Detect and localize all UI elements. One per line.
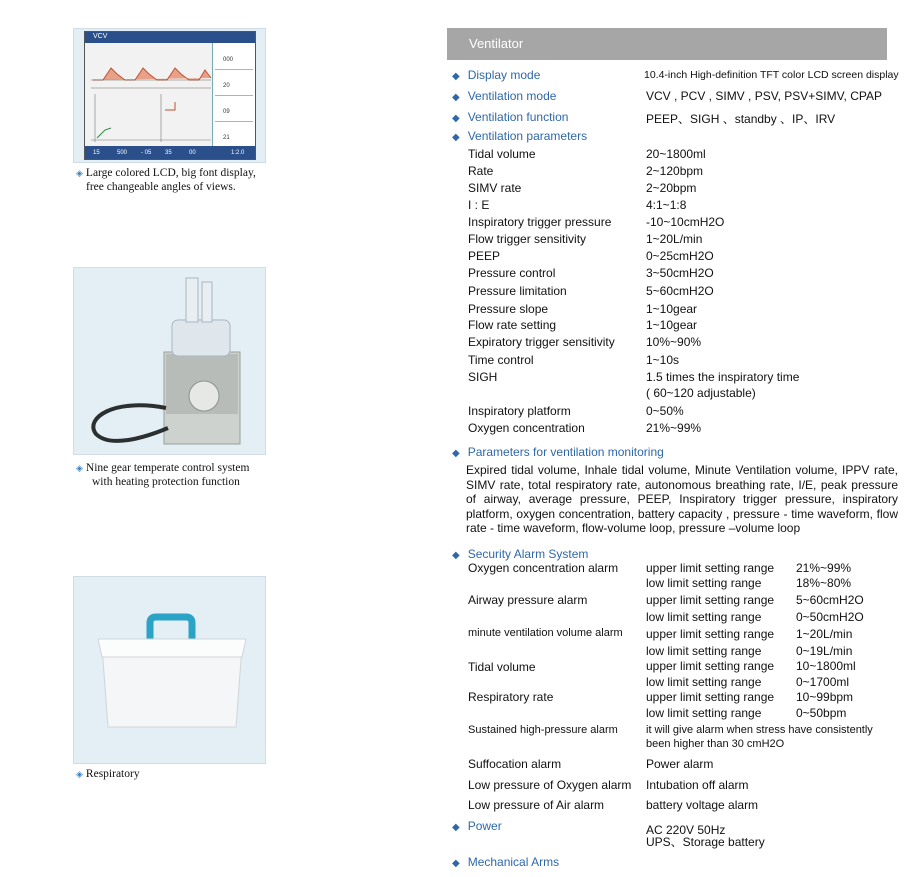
alarm-range-label: low limit setting range [646,576,762,590]
section-label: Parameters for ventilation monitoring [467,445,664,459]
section-power [452,819,502,833]
caption-bullet-icon: ◈ [76,168,83,178]
lcd-top-bar [85,32,255,43]
case-image [74,577,265,763]
section-label: Power [467,819,502,833]
lcd-side-value: 21 [223,135,230,141]
param-value: 1.5 times the inspiratory time [646,370,800,384]
section-label: Display mode [467,68,541,82]
alarm-range-label: low limit setting range [646,610,762,624]
alarm-name: Low pressure of Oxygen alarm [468,778,632,792]
alarm-range-label: low limit setting range [646,644,762,658]
lcd-side-cell [215,123,253,147]
caption-bullet-icon: ◈ [76,769,83,779]
section-alarm-system [452,547,588,561]
case-image-frame [73,576,266,764]
alarm-name: battery voltage alarm [646,798,759,812]
alarm-range-value: 1~20L/min [796,627,853,641]
power-line: UPS、Storage battery [646,835,765,849]
param-value: 1~20L/min [646,232,703,246]
ventilator-header [447,28,887,60]
alarm-range-label: low limit setting range [646,675,762,689]
param-value: 2~20bpm [646,181,697,195]
lcd-bottom-bar [85,146,255,159]
lcd-side-value: 20 [223,83,230,89]
param-value: 5~60cmH2O [646,284,714,298]
power-values [646,824,765,848]
power-line: AC 220V 50Hz [646,823,726,837]
param-name: Flow rate setting [468,318,557,332]
diamond-bullet-icon: ◆ [452,448,460,459]
section-label: Ventilation parameters [467,129,588,143]
alarm-range-label: upper limit setting range [646,561,775,575]
param-value: 4:1~1:8 [646,198,687,212]
alarm-range-label: low limit setting range [646,706,762,720]
lcd-side-cell [215,97,253,122]
param-value: 1~10gear [646,302,698,316]
lcd-bottom-value: 1:2.0 [231,150,245,156]
section-ventilation-parameters [452,129,587,143]
param-name: Rate [468,164,494,178]
lcd-bottom-value: 35 [165,150,172,156]
alarm-name: Power alarm [646,757,714,771]
param-name: Time control [468,353,534,367]
param-name: I : E [468,198,490,212]
diamond-bullet-icon: ◆ [452,132,460,143]
alarm-range-label: upper limit setting range [646,690,775,704]
param-name: Pressure control [468,266,556,280]
alarm-range-value: 18%~80% [796,576,852,590]
diamond-bullet-icon: ◆ [452,858,460,869]
param-value: 3~50cmH2O [646,266,714,280]
alarm-name: Oxygen concentration alarm [468,561,619,575]
alarm-range-value: 0~50cmH2O [796,610,864,624]
alarm-range-value: 21%~99% [796,561,852,575]
alarm-name: Intubation off alarm [646,778,749,792]
alarm-name: Airway pressure alarm [468,593,588,607]
caption-bullet-icon: ◈ [76,463,83,473]
caption-line: Respiratory [85,768,140,780]
alarm-name: Tidal volume [468,660,536,674]
alarm-range-label: upper limit setting range [646,627,775,641]
alarm-range-label: upper limit setting range [646,593,775,607]
diamond-bullet-icon: ◆ [452,113,460,124]
param-value: 1~10s [646,353,680,367]
section-mechanical-arms [452,855,559,869]
alarm-name: Low pressure of Air alarm [468,798,605,812]
param-value: ( 60~120 adjustable) [646,386,756,400]
alarm-range-value: 5~60cmH2O [796,593,864,607]
lcd-bottom-value: - 05 [141,150,152,156]
alarm-range-value: 0~50bpm [796,706,847,720]
lcd-side-value: 09 [223,109,230,115]
param-value: 10%~90% [646,335,702,349]
param-value: 0~50% [646,404,684,418]
param-name: SIGH [468,370,498,384]
param-name: SIMV rate [468,181,522,195]
section-label: Ventilation mode [467,89,557,103]
param-value: 20~1800ml [646,147,706,161]
alarm-name: Respiratory rate [468,690,554,704]
param-value: 1~10gear [646,318,698,332]
section-ventilation-mode [452,89,556,103]
lcd-caption [76,166,256,194]
caption-line: Nine gear temperate control system [85,462,250,474]
diamond-bullet-icon: ◆ [452,71,460,82]
section-value: PEEP、SIGH 、standby 、IP、IRV [646,112,836,126]
param-name: Pressure limitation [468,284,567,298]
param-value: 0~25cmH2O [646,249,714,263]
param-value: -10~10cmH2O [646,215,725,229]
diamond-bullet-icon: ◆ [452,550,460,561]
lcd-screen-image [84,31,256,160]
lcd-bottom-value: 15 [93,150,100,156]
alarm-range-value: 0~1700ml [796,675,850,689]
param-name: Oxygen concentration [468,421,585,435]
humidifier-image [74,268,265,454]
lcd-side-cell [215,71,253,96]
page-title: Ventilator [469,36,524,51]
alarm-range-value: 0~19L/min [796,644,853,658]
param-name: Pressure slope [468,302,549,316]
section-ventilation-function [452,110,568,124]
diamond-bullet-icon: ◆ [452,822,460,833]
diamond-bullet-icon: ◆ [452,92,460,103]
lcd-image-frame [73,28,266,163]
alarm-range-value: 10~99bpm [796,690,854,704]
param-name: Flow trigger sensitivity [468,232,587,246]
section-label: Security Alarm System [467,547,589,561]
section-value: 10.4-inch High-definition TFT color LCD screen display [644,69,899,81]
case-caption [76,767,140,781]
lcd-side-value: 000 [223,57,234,63]
lcd-bottom-value: 00 [189,150,196,156]
lcd-bottom-value: 500 [117,150,128,156]
alarm-range-label: upper limit setting range [646,659,775,673]
monitoring-paragraph: Expired tidal volume, Inhale tidal volume, Minute Ventilation volume, IPPV rate, SIMV rate, total respiratory rate, autonomous breathing rate, I/E, peak pressure of airway, average pressure, PEEP, Inspiratory trigger pressure, inspiratory platform, oxygen concentration, battery capacity , pressure - time waveform, flow rate - time waveform, flow-volume loop, pressure –volume loop [466,463,898,535]
param-name: Inspiratory platform [468,404,571,418]
caption-line: with heating protection function [92,476,240,488]
alarm-range-value: 10~1800ml [796,659,856,673]
alarm-name: Sustained high-pressure alarm [468,724,618,736]
section-display-mode [452,68,540,82]
alarm-name: minute ventilation volume alarm [468,627,623,639]
section-monitoring [452,445,664,459]
caption-line: Large colored LCD, big font display, [85,167,256,179]
alarm-description: been higher than 30 cmH2O [646,738,785,750]
lcd-side-panel [212,43,255,146]
alarm-name: Suffocation alarm [468,757,562,771]
section-value: VCV , PCV , SIMV , PSV, PSV+SIMV, CPAP [646,89,882,103]
caption-line: free changeable angles of views. [86,181,236,193]
lcd-waveforms [85,44,213,144]
humidifier-image-frame [73,267,266,455]
section-label: Ventilation function [467,110,569,124]
param-name: Tidal volume [468,147,536,161]
lcd-side-cell [215,45,253,70]
section-label: Mechanical Arms [467,855,560,869]
param-value: 21%~99% [646,421,702,435]
lcd-mode: VCV [93,33,108,40]
humidifier-caption [76,461,249,489]
param-name: Inspiratory trigger pressure [468,215,612,229]
alarm-description: it will give alarm when stress have consistently [646,724,873,736]
param-name: PEEP [468,249,501,263]
param-value: 2~120bpm [646,164,704,178]
param-name: Expiratory trigger sensitivity [468,335,615,349]
